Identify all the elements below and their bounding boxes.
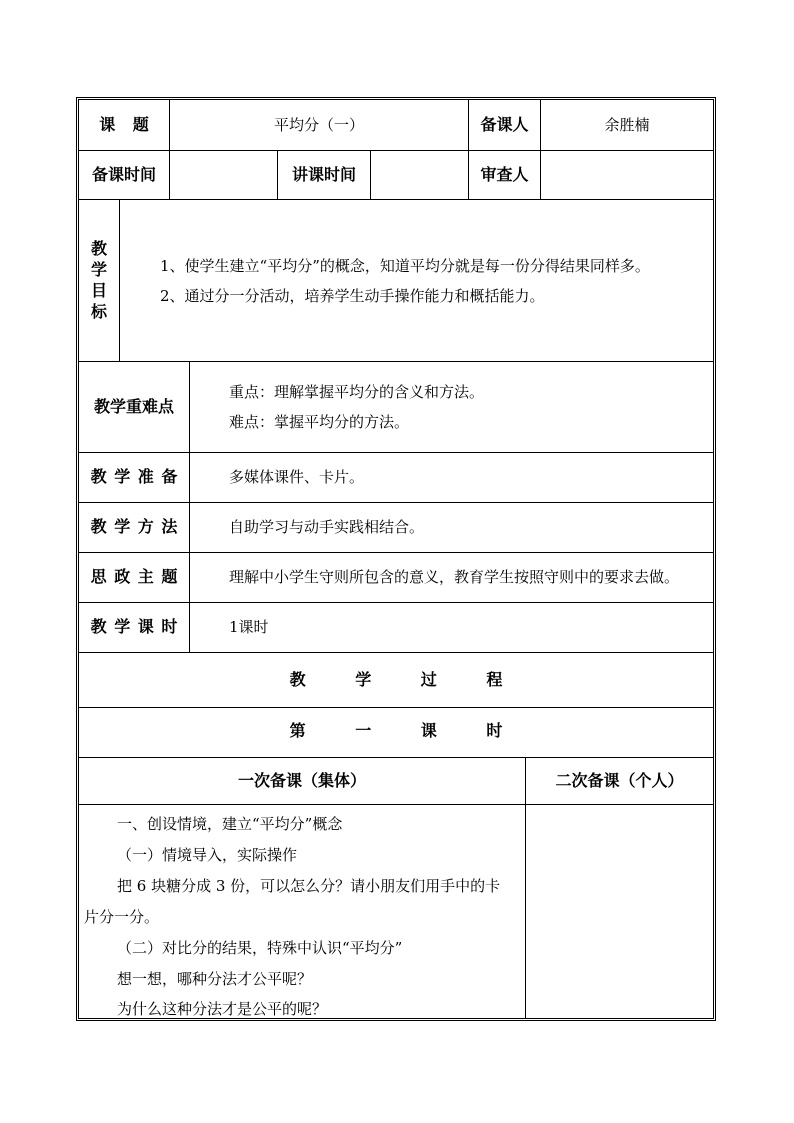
preparer-value: 余胜楠 [604,116,650,134]
preparer-label: 备课人 [480,115,529,134]
col-divider [468,100,469,199]
col-divider [370,151,371,199]
row-divider [79,757,713,758]
hours-value: 1课时 [229,618,269,636]
row-divider [79,199,713,200]
reviewer-label: 审查人 [480,165,529,184]
paragraph: 片分一分。 [84,908,160,926]
row-divider [79,361,713,362]
goals-label: 教学目标 [90,239,107,321]
ideology-value: 理解中小学生守则所包含的意义，教育学生按照守则中的要求去做。 [229,568,680,586]
col-divider [540,100,541,199]
row-divider [79,652,713,653]
method-value: 自助学习与动手实践相结合。 [229,518,425,536]
question: 想一想，哪种分法才公平呢？ [117,970,313,988]
preparation-value: 多媒体课件、卡片。 [229,468,365,486]
row-divider [79,502,713,503]
topic-value: 平均分（一） [273,116,364,134]
row-divider [79,552,713,553]
hours-label: 教 学 课 时 [90,617,178,636]
row-divider [79,707,713,708]
prep-time-label: 备课时间 [91,165,156,184]
col-divider [189,362,190,652]
subsection-heading: （二）对比分的结果，特殊中认识“平均分” [117,939,403,957]
col-divider [119,200,120,361]
collective-column-header: 一次备课（集体） [237,771,366,790]
key-points-label: 教学重难点 [93,397,174,416]
ideology-label: 思 政 主 题 [90,567,178,586]
method-label: 教 学 方 法 [90,517,178,536]
lesson-title: 第 一 课 时 [289,721,503,740]
col-divider [525,758,526,1018]
key-point-line: 难点：掌握平均分的方法。 [229,413,410,431]
col-divider [169,100,170,199]
process-title: 教 学 过 程 [289,670,503,689]
section-heading: 一、创设情境，建立“平均分”概念 [117,815,343,833]
row-divider [79,452,713,453]
key-point-line: 重点：理解掌握平均分的含义和方法。 [229,383,485,401]
row-divider [79,150,713,151]
preparation-label: 教 学 准 备 [90,467,178,486]
goal-item: 1、使学生建立“平均分”的概念，知道平均分就是每一份分得结果同样多。 [160,257,650,275]
personal-column-header: 二次备课（个人） [555,771,684,790]
paragraph: 把 6 块糖分成 3 份，可以怎么分？请小朋友们用手中的卡 [117,877,501,895]
row-divider [79,804,713,805]
question: 为什么这种分法才是公平的呢？ [117,1000,328,1018]
row-divider [79,602,713,603]
subsection-heading: （一）情境导入，实际操作 [117,846,298,864]
teach-time-label: 讲课时间 [291,165,356,184]
goal-item: 2、通过分一分活动，培养学生动手操作能力和概括能力。 [160,287,545,305]
topic-label: 课 题 [99,115,149,134]
